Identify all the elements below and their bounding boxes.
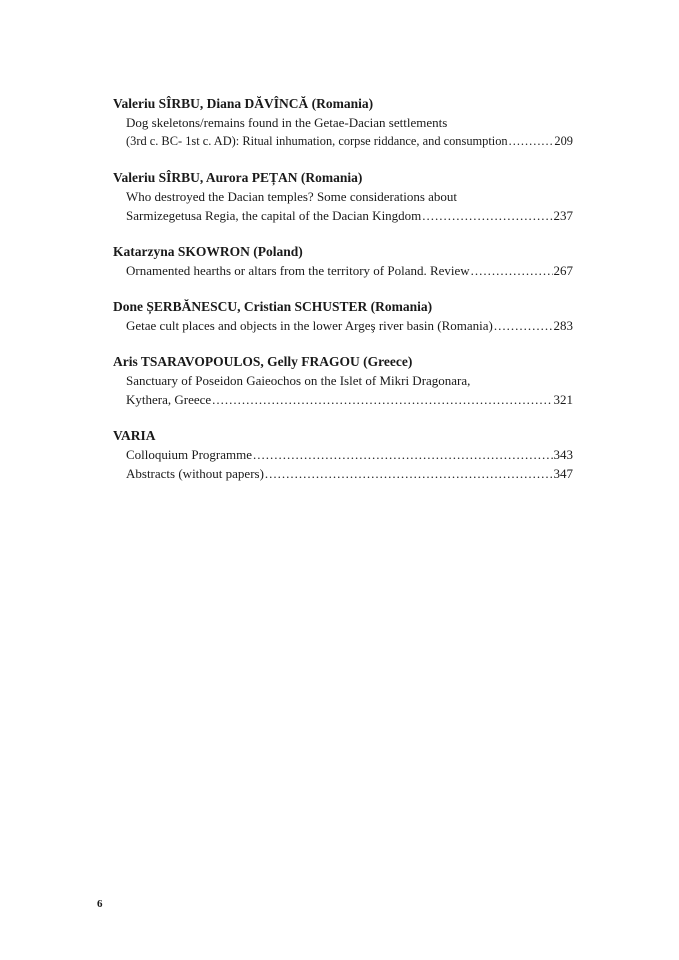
toc-entry-page: 267: [553, 263, 573, 278]
toc-entry-title-text: Ornamented hearths or altars from the territory of Poland. Review: [126, 263, 470, 278]
toc-entry-title-last-line: [113, 390, 573, 409]
toc-entry-author: Katarzyna SKOWRON (Poland): [113, 244, 303, 259]
toc-entry-title-text: Getae cult places and objects in the lower Argeş river basin (Romania): [126, 318, 493, 333]
toc-entry: [113, 169, 573, 225]
dot-leader: [471, 261, 553, 280]
toc-entry-page: 283: [553, 318, 573, 333]
toc-entry-title-last-line: [113, 261, 573, 280]
toc-entry-author: Valeriu SÎRBU, Diana DĂVÎNCĂ (Romania): [113, 96, 374, 111]
toc-entry-title-text: Kythera, Greece: [126, 392, 212, 407]
varia-item: [113, 445, 573, 464]
varia-item-page: 347: [553, 466, 573, 481]
toc-entry-title-line: Dog skeletons/remains found in the Getae-Dacian settlements: [126, 115, 448, 130]
dot-leader: [494, 316, 553, 335]
varia-item-page: 343: [553, 447, 573, 462]
toc-entry-title-last-line: [113, 316, 573, 335]
toc-entry-title-last-line: [113, 132, 573, 151]
dot-leader: [422, 206, 552, 225]
toc-entry-title-line: Sanctuary of Poseidon Gaieochos on the Islet of Mikri Dragonara,: [126, 373, 471, 388]
toc-entry-author: Aris TSARAVOPOULOS, Gelly FRAGOU (Greece): [113, 354, 413, 369]
page-number: 6: [97, 898, 103, 910]
toc-entry-author: Valeriu SÎRBU, Aurora PEȚAN (Romania): [113, 170, 363, 185]
varia-heading: VARIA: [113, 428, 156, 443]
toc-entry-title-text: Sarmizegetusa Regia, the capital of the Dacian Kingdom: [126, 208, 422, 223]
toc-entry-author: Done ȘERBĂNESCU, Cristian SCHUSTER (Romania): [113, 299, 433, 314]
varia-item-title: Colloquium Programme: [126, 447, 253, 462]
varia-section: [113, 427, 573, 483]
varia-item: [113, 464, 573, 483]
toc-entry: [113, 243, 573, 280]
toc-entry: [113, 298, 573, 335]
dot-leader: [253, 445, 552, 464]
toc-entry: [113, 353, 573, 409]
table-of-contents: [113, 95, 573, 501]
toc-entry-page: 237: [553, 208, 573, 223]
toc-entry-page: 321: [553, 392, 573, 407]
dot-leader: [265, 464, 553, 483]
varia-item-title: Abstracts (without papers): [126, 466, 264, 481]
toc-entry-title-text: (3rd c. BC- 1st c. AD): Ritual inhumation, corpse riddance, and consumption: [126, 134, 508, 148]
toc-entry-page: 209: [554, 134, 573, 148]
toc-entry-title-line: Who destroyed the Dacian temples? Some considerations about: [126, 189, 458, 204]
toc-entry-title-last-line: [113, 206, 573, 225]
toc-entry: [113, 95, 573, 151]
dot-leader: [212, 390, 552, 409]
dot-leader: [509, 132, 554, 151]
